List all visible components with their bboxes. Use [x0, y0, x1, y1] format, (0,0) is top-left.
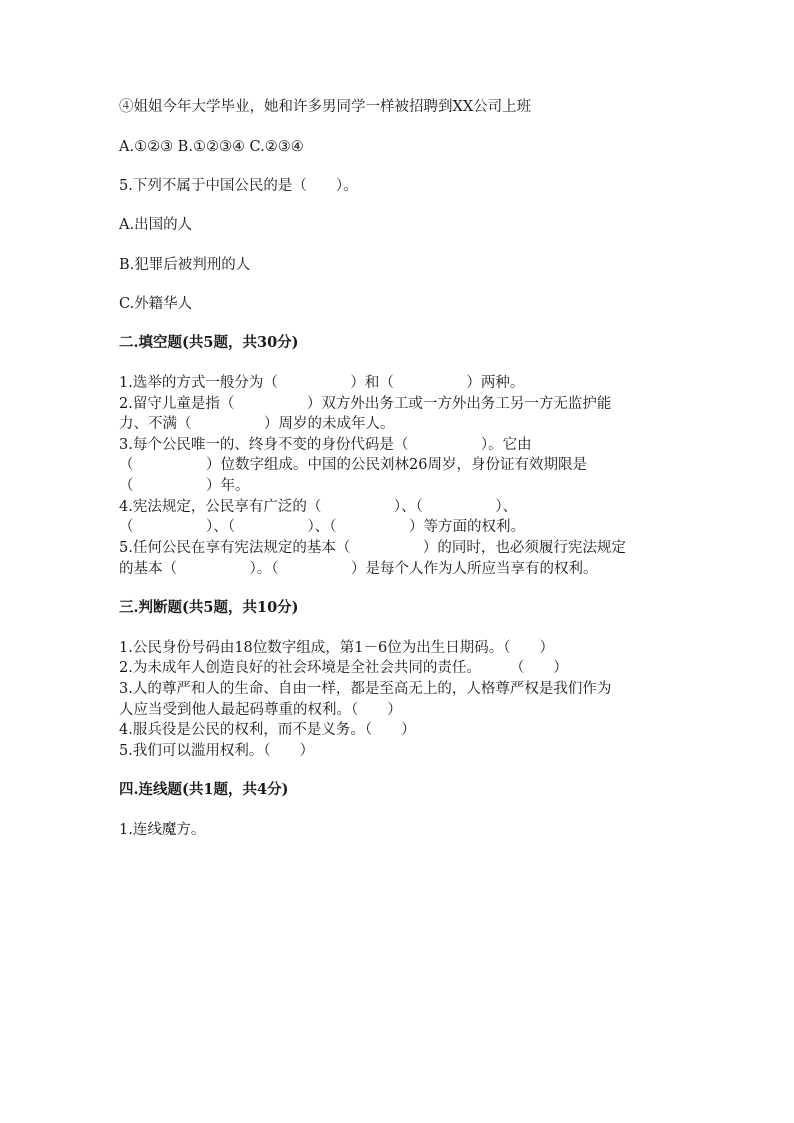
q5-option-c: C.外籍华人 — [119, 296, 193, 312]
judge-line: 5.我们可以滥用权利。（ ） — [119, 743, 315, 759]
section-title-fill-in: 二.填空题(共5题，共30分) — [119, 334, 299, 351]
q4-choices: A.①②③ B.①②③④ C.②③④ — [119, 139, 304, 155]
judge-line: 4.服兵役是公民的权利，而不是义务。（ ） — [119, 722, 416, 738]
matching-q1: 1.连线魔方。 — [119, 822, 206, 838]
q5-option-a: A.出国的人 — [119, 217, 193, 233]
q4-option-4: ④姐姐今年大学毕业，她和许多男同学一样被招聘到XX公司上班 — [119, 99, 532, 115]
section-title-judgement: 三.判断题(共5题，共10分) — [119, 599, 299, 616]
q5-stem: 5.下列不属于中国公民的是（ ）。 — [119, 178, 358, 194]
fill-line: 1.选举的方式一般分为（ ）和（ ）两种。 — [119, 375, 525, 391]
judge-line: 人应当受到他人最起码尊重的权利。（ ） — [119, 702, 402, 718]
fill-line: （ ）、（ ）、（ ）等方面的权利。 — [119, 519, 525, 535]
fill-line: 的基本（ ）。（ ）是每个人作为人所应当享有的权利。 — [119, 561, 598, 577]
judge-line: 2.为未成年人创造良好的社会环境是全社会共同的责任。 （ ） — [119, 660, 568, 676]
fill-line: 力、不满（ ）周岁的未成年人。 — [119, 416, 395, 432]
section-title-matching: 四.连线题(共1题，共4分) — [119, 781, 289, 798]
fill-line: 5.任何公民在享有宪法规定的基本（ ）的同时，也必须履行宪法规定 — [119, 540, 626, 556]
fill-line: 2.留守儿童是指（ ）双方外出务工或一方外出务工另一方无监护能 — [119, 396, 612, 412]
judge-line: 1.公民身份号码由18位数字组成，第1－6位为出生日期码。（ ） — [119, 640, 554, 656]
fill-line: 3.每个公民唯一的、终身不变的身份代码是（ ）。它由 — [119, 437, 532, 453]
q5-option-b: B.犯罪后被判刑的人 — [119, 257, 251, 273]
fill-line: （ ）年。 — [119, 478, 250, 494]
judge-line: 3.人的尊严和人的生命、自由一样，都是至高无上的，人格尊严权是我们作为 — [119, 681, 612, 697]
fill-line: （ ）位数字组成。中国的公民刘林26周岁，身份证有效期限是 — [119, 457, 587, 473]
fill-line: 4.宪法规定，公民享有广泛的（ ）、（ ）、 — [119, 499, 518, 515]
